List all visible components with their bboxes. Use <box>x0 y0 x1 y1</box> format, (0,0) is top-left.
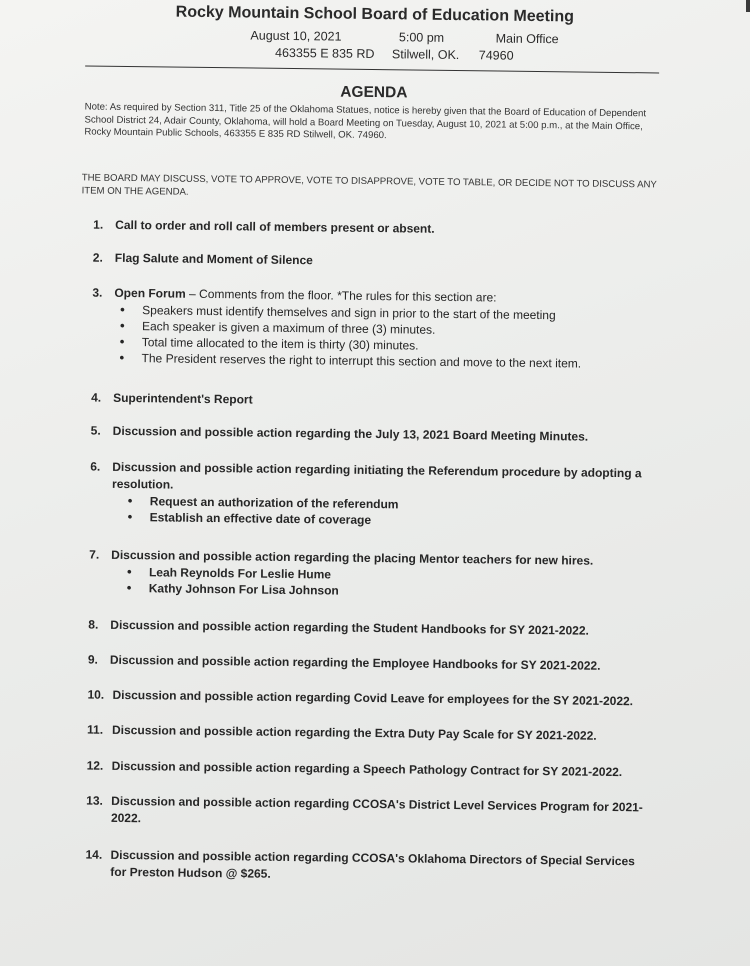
agenda-item-14 <box>85 847 645 888</box>
item-number: 4. <box>91 390 102 405</box>
item-text: Discussion and possible action regarding the July 13, 2021 Board Meeting Minutes. <box>112 423 589 444</box>
item-number: 8. <box>88 617 99 632</box>
meeting-date: August 10, 2021 <box>250 28 342 44</box>
item-number: 6. <box>90 459 101 474</box>
item-text: Discussion and possible action regarding initiating the Referendum procedure by adopting a resolution. <box>111 459 642 492</box>
meeting-address: 463355 E 835 RD <box>274 45 375 61</box>
agenda-heading: AGENDA <box>340 83 408 102</box>
item-text: Discussion and possible action regarding CCOSA's Oklahoma Directors of Special Services for Preston Hudson @ $265. <box>110 847 635 881</box>
item-number: 14. <box>85 847 103 862</box>
item-text: Discussion and possible action regarding the Student Handbooks for SY 2021-2022. <box>110 617 589 638</box>
item-number: 7. <box>89 547 100 562</box>
item-number: 3. <box>92 285 103 300</box>
agenda-item-6 <box>90 459 651 532</box>
agenda-item-7 <box>89 547 650 603</box>
item-text: Discussion and possible action regarding the placing Mentor teachers for new hires. <box>111 547 594 568</box>
item-text-bold: Open Forum <box>114 285 186 301</box>
item-text: Discussion and possible action regarding a Speech Pathology Contract for SY 2021-2022. <box>111 758 623 780</box>
meeting-time: 5:00 pm <box>398 30 445 45</box>
header-divider <box>85 65 659 73</box>
item-number: 9. <box>87 652 99 667</box>
agenda-item-11 <box>87 722 647 746</box>
item-text: Flag Salute and Moment of Silence <box>114 250 313 268</box>
item-text: Discussion and possible action regarding the Extra Duty Pay Scale for SY 2021-2022. <box>111 722 597 743</box>
agenda-item-12 <box>87 758 647 782</box>
agenda-item-9 <box>88 652 648 676</box>
agenda-item-1 <box>93 217 653 241</box>
item-number: 5. <box>90 423 101 438</box>
item-text: Discussion and possible action regarding CCOSA's District Level Services Program for 2021-2022. <box>110 793 643 826</box>
meeting-zip: 74960 <box>478 48 514 63</box>
item-text: Discussion and possible action regarding the Employee Handbooks for SY 2021-2022. <box>109 652 601 673</box>
list-item: • Establish an effective date of coverage <box>90 509 650 532</box>
item-text: Discussion and possible action regarding Covid Leave for employees for the SY 2021-2022. <box>112 687 634 709</box>
rules-list <box>92 302 653 373</box>
item-number: 13. <box>86 793 103 808</box>
referendum-list <box>90 493 650 532</box>
item-number: 1. <box>93 217 104 232</box>
meeting-city: Stilwell, OK. <box>391 47 460 63</box>
item-text: Call to order and roll call of members present or absent. <box>115 217 435 236</box>
item-text-rest: – Comments from the floor. *The rules for this section are: <box>185 286 497 305</box>
meeting-title: Rocky Mountain School Board of Education Meeting <box>175 3 575 26</box>
list-item: • Leah Reynolds For Leslie Hume <box>89 564 649 587</box>
item-text: Superintendent's Report <box>113 390 253 407</box>
agenda-item-10 <box>87 687 647 711</box>
list-item: • Total time allocated to the item is thirty (30) minutes. <box>92 334 652 357</box>
list-item: • Request an authorization of the referendum <box>90 493 650 516</box>
item-number: 11. <box>86 722 104 737</box>
agenda-item-3 <box>92 285 653 373</box>
agenda-item-8 <box>88 617 648 641</box>
agenda-item-2 <box>93 250 653 274</box>
agenda-item-13 <box>86 793 646 834</box>
mentor-list <box>89 564 649 603</box>
list-item: • Each speaker is given a maximum of three (3) minutes. <box>92 318 652 341</box>
legal-notice: Note: As required by Section 311, Title 25 of the Oklahoma Statues, notice is hereby given that the Board of Education of Dependent School District 24, Adair County, Oklahoma, will hold a Board Meeting on Tuesday, August 10, 2021 at 5:00 p.m., at the Main Office, Rocky Mountain Public Schools, 463355 E 835 RD Stilwell, OK. 74960. <box>84 101 647 142</box>
item-number: 2. <box>92 250 103 265</box>
agenda-item-5 <box>91 423 651 447</box>
meeting-location: Main Office <box>495 31 559 47</box>
item-number: 10. <box>87 687 105 702</box>
board-statement: THE BOARD MAY DISCUSS, VOTE TO APPROVE, VOTE TO DISAPPROVE, VOTE TO TABLE, OR DECIDE NOT TO DISCUSS ANY ITEM ON THE AGENDA. <box>81 172 657 198</box>
agenda-item-4 <box>91 390 651 414</box>
list-item: • Kathy Johnson For Lisa Johnson <box>89 580 649 603</box>
item-number: 12. <box>86 758 104 773</box>
list-item: • The President reserves the right to interrupt this section and move to the next item. <box>92 350 652 373</box>
list-item: • Speakers must identify themselves and sign in prior to the start of the meeting <box>92 302 652 325</box>
